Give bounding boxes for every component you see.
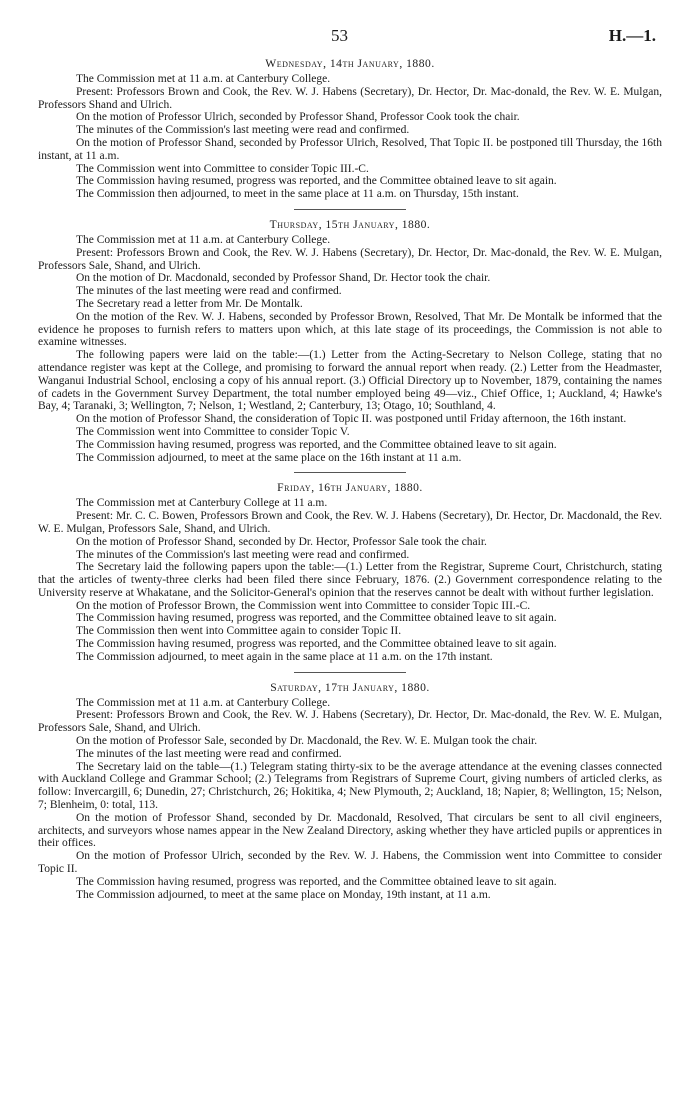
meeting-entry: [38, 218, 662, 464]
minutes-paragraph: Present: Professors Brown and Cook, the Rev. W. J. Habens (Secretary), Dr. Hector, Dr. Mac-donald, the Rev. W. E. Mulgan, Professors Sale, Shand, and Ulrich.: [38, 246, 662, 272]
minutes-paragraph: On the motion of Professor Ulrich, seconded by the Rev. W. J. Habens, the Commission went into Committee to consider Topic II.: [38, 850, 662, 876]
minutes-paragraph: The minutes of the last meeting were read and confirmed.: [76, 285, 342, 298]
minutes-paragraph: The minutes of the Commission's last meeting were read and confirmed.: [76, 124, 410, 137]
meeting-date-heading: Thursday, 15th January, 1880.: [269, 217, 431, 231]
minutes-paragraph: On the motion of Professor Shand, seconded by Dr. Hector, Professor Sale took the chair.: [76, 535, 487, 548]
minutes-paragraph: The Commission having resumed, progress was reported, and the Committee obtained leave to sit again.: [76, 638, 557, 651]
minutes-paragraph: The minutes of the last meeting were read and confirmed.: [76, 747, 342, 760]
minutes-paragraph: The minutes of the Commission's last meeting were read and confirmed.: [76, 548, 410, 561]
minutes-paragraph: The Commission having resumed, progress was reported, and the Committee obtained leave to sit again.: [76, 438, 557, 451]
minutes-paragraph: The Secretary laid on the table—(1.) Telegram stating thirty-six to be the average attendance at the evening classes connected with Auckland College and Grammar School; (2.) Telegrams from Registrars of Supreme Court, giving numbers of articled clerks, as follow: Invercargill, 6; Dunedin, 27; Christchurch, 26; Hokitika, 4; New Plymouth, 2; Auckland, 18; Napier, 8; Wellington, 15; Nelson, 7; Blenheim, 0: total, 113.: [38, 760, 662, 812]
meeting-date-heading: Wednesday, 14th January, 1880.: [265, 57, 435, 70]
meeting-date-heading: Saturday, 17th January, 1880.: [270, 680, 430, 694]
minutes-paragraph: The Commission then adjourned, to meet in the same place at 11 a.m. on Thursday, 15th instant.: [76, 188, 519, 201]
minutes-paragraph: The Commission then went into Committee again to consider Topic II.: [76, 625, 402, 638]
page-header: [0, 26, 700, 46]
minutes-paragraph: The Secretary read a letter from Mr. De Montalk.: [76, 297, 303, 310]
page-number: 53: [331, 26, 348, 45]
meeting-entry: [38, 57, 662, 201]
minutes-paragraph: Present: Mr. C. C. Bowen, Professors Brown and Cook, the Rev. W. J. Habens (Secretary), Dr. Hector, Dr. Macdonald, the Rev. W. E. Mulgan, Professors Sale, Shand, and Ulrich.: [38, 510, 662, 535]
minutes-body: [38, 57, 662, 901]
minutes-paragraph: On the motion of Professor Shand, seconded by Dr. Macdonald, Resolved, That circulars be sent to all civil engineers, architects, and surveyors whose names appear in the New Zealand Directory, asking whether they have articled pupils or apprentices in their offices.: [38, 811, 662, 850]
minutes-paragraph: The Secretary laid the following papers upon the table:—(1.) Letter from the Registrar, Supreme Court, Christchurch, stating that the articles of twenty-three clerks had been filed there since February, 1876. (2.) Government correspondence relating to the University reserve at Whakatane, and the Solicitor-General's opinion that the reserves cannot be dealt with without further legislation.: [38, 561, 662, 599]
minutes-paragraph: The Commission adjourned, to meet again in the same place at 11 a.m. on the 17th instant.: [76, 650, 493, 663]
minutes-paragraph: The Commission went into Committee to consider Topic III.-C.: [76, 162, 369, 175]
minutes-paragraph: Present: Professors Brown and Cook, the Rev. W. J. Habens (Secretary), Dr. Hector, Dr. Mac-donald, the Rev. W. E. Mulgan, Professors Sale, Shand, and Ulrich.: [38, 709, 662, 735]
minutes-paragraph: On the motion of Professor Ulrich, seconded by Professor Shand, Professor Cook took the chair.: [76, 111, 520, 124]
meeting-date-heading: Friday, 16th January, 1880.: [277, 481, 423, 495]
minutes-paragraph: The Commission met at 11 a.m. at Canterbury College.: [76, 73, 331, 85]
minutes-paragraph: The Commission adjourned, to meet at the same place on Monday, 19th instant, at 11 a.m.: [76, 888, 491, 901]
minutes-paragraph: The Commission having resumed, progress was reported, and the Committee obtained leave to sit again.: [76, 612, 557, 625]
minutes-paragraph: On the motion of the Rev. W. J. Habens, seconded by Professor Brown, Resolved, That Mr. De Montalk be informed that the evidence he proposes to furnish refers to matters upon which, at this late stage of its proceedings, the Commission is not able to examine witnesses.: [38, 310, 662, 349]
minutes-paragraph: On the motion of Professor Shand, seconded by Professor Ulrich, Resolved, That Topic II. be postponed till Thursday, the 16th instant, at 11 a.m.: [38, 136, 662, 162]
minutes-paragraph: The Commission having resumed, progress was reported, and the Committee obtained leave to sit again.: [76, 875, 557, 888]
minutes-paragraph: The following papers were laid on the table:—(1.) Letter from the Acting-Secretary to Nelson College, stating that no attendance register was kept at the College, and promising to forward the annual report when ready. (2.) Letter from the Headmaster, Wanganui Industrial School, enclosing a copy of his annual report. (3.) Official Directory up to November, 1879, containing the names of cadets in the Government Survey Department, the total number employed being 49—viz., Chief Office, 1; Auckland, 4; Hawke's Bay, 4; Taranaki, 3; Wellington, 7; Nelson, 1; Westland, 2; Canterbury, 13; Otago, 10; Southland, 4.: [38, 349, 662, 413]
section-divider: [294, 209, 406, 210]
section-divider: [294, 672, 406, 673]
minutes-paragraph: On the motion of Professor Shand, the consideration of Topic II. was postponed until Friday afternoon, the 16th instant.: [76, 413, 627, 426]
minutes-paragraph: On the motion of Professor Brown, the Commission went into Committee to consider Topic III.-C.: [76, 599, 531, 612]
minutes-paragraph: The Commission met at Canterbury College at 11 a.m.: [76, 497, 328, 510]
section-divider: [294, 472, 406, 473]
minutes-paragraph: The Commission met at 11 a.m. at Canterbury College.: [76, 696, 331, 709]
meeting-entry: [38, 681, 662, 902]
minutes-paragraph: On the motion of Professor Sale, seconded by Dr. Macdonald, the Rev. W. E. Mulgan took the chair.: [76, 735, 538, 748]
minutes-paragraph: The Commission having resumed, progress was reported, and the Committee obtained leave to sit again.: [76, 175, 557, 188]
document-code: H.—1.: [608, 26, 656, 45]
minutes-paragraph: The Commission went into Committee to consider Topic V.: [76, 425, 350, 438]
meeting-entry: [38, 481, 662, 663]
minutes-paragraph: Present: Professors Brown and Cook, the Rev. W. J. Habens (Secretary), Dr. Hector, Dr. Mac-donald, the Rev. W. E. Mulgan, Professors Shand and Ulrich.: [38, 85, 662, 111]
minutes-paragraph: The Commission met at 11 a.m. at Canterbury College.: [76, 233, 331, 246]
minutes-paragraph: On the motion of Dr. Macdonald, seconded by Professor Shand, Dr. Hector took the chair.: [76, 272, 491, 285]
minutes-paragraph: The Commission adjourned, to meet at the same place on the 16th instant at 11 a.m.: [76, 451, 462, 464]
